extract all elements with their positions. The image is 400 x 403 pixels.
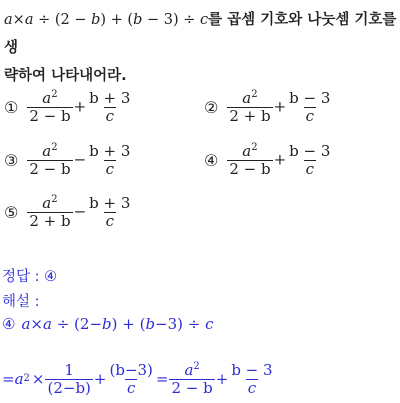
explanation-marker: ④	[2, 315, 16, 333]
option-term2-den: c	[305, 106, 314, 125]
question-expression: a×a ÷ (2 − b) + (b − 3) ÷ c	[4, 12, 209, 28]
option-term1-num: a	[42, 89, 52, 107]
option-term2-den: c	[105, 159, 114, 178]
explanation-label: 해설 :	[2, 294, 40, 310]
option-term2-num: b + 3	[89, 142, 131, 160]
option-term2-num: b − 3	[289, 142, 331, 160]
option-marker: ②	[204, 97, 219, 117]
option-operator: +	[273, 97, 287, 116]
option-1[interactable]	[4, 90, 133, 125]
option-term2-den: c	[105, 106, 114, 125]
option-exponent: 2	[51, 89, 58, 100]
option-term1-num: a	[242, 89, 252, 107]
option-term1-den: 2 − b	[229, 159, 271, 178]
option-marker: ④	[204, 150, 219, 170]
question-line-2: 략하여 나타내어라.	[4, 68, 127, 84]
option-term2-den: c	[305, 159, 314, 178]
result-term2-den: c	[247, 378, 257, 397]
explanation-line-2: = a 2 × $\frac{1}{(2-b)}$ + $\frac{(b-3)}{c}$ = $\frac{a^2}{2 - b}$ + $\frac{b - 3}{c}$	[2, 361, 273, 397]
result-term2-num: b − 3	[231, 361, 273, 379]
option-term1-num: a	[242, 142, 252, 160]
question-text	[4, 6, 400, 90]
step-frac1-num: 1	[64, 361, 74, 379]
option-marker: ⑤	[4, 202, 19, 222]
option-term2-den: c	[105, 211, 114, 230]
option-4[interactable]	[204, 143, 333, 178]
option-operator: +	[73, 97, 87, 116]
option-marker: ①	[4, 97, 19, 117]
question-line-1	[4, 6, 400, 62]
explanation-line-1	[2, 315, 214, 333]
option-term2-num: b + 3	[89, 194, 131, 212]
option-3[interactable]	[4, 143, 133, 178]
option-term1-num: a	[42, 194, 52, 212]
option-term1-num: a	[42, 142, 52, 160]
option-term1-den: 2 + b	[29, 211, 71, 230]
option-exponent: 2	[251, 142, 258, 153]
step-frac2-num: (b−3)	[109, 361, 153, 379]
option-term1-den: 2 + b	[229, 106, 271, 125]
option-operator: −	[73, 202, 87, 221]
step-frac1-den: (2−b)	[47, 378, 91, 397]
explanation-expression: a×a ÷ (2−b) + (b−3) ÷ c	[21, 315, 214, 333]
question-line1-text: 를 곱셈 기호와 나눗셈 기호를 생	[4, 12, 397, 56]
option-term1-den: 2 − b	[29, 159, 71, 178]
option-marker: ③	[4, 150, 19, 170]
option-term2-num: b − 3	[289, 89, 331, 107]
option-term1-den: 2 − b	[29, 106, 71, 125]
step-frac2-den: c	[126, 378, 136, 397]
option-term2-num: b + 3	[89, 89, 131, 107]
option-exponent: 2	[251, 89, 258, 100]
option-5[interactable]	[4, 195, 133, 230]
option-exponent: 2	[51, 142, 58, 153]
result-term1-den: 2 − b	[171, 378, 213, 397]
option-operator: +	[273, 150, 287, 169]
option-2[interactable]	[204, 90, 333, 125]
option-exponent: 2	[51, 194, 58, 205]
option-operator: −	[73, 150, 87, 169]
answer-label: 정답 : ④	[2, 269, 58, 285]
